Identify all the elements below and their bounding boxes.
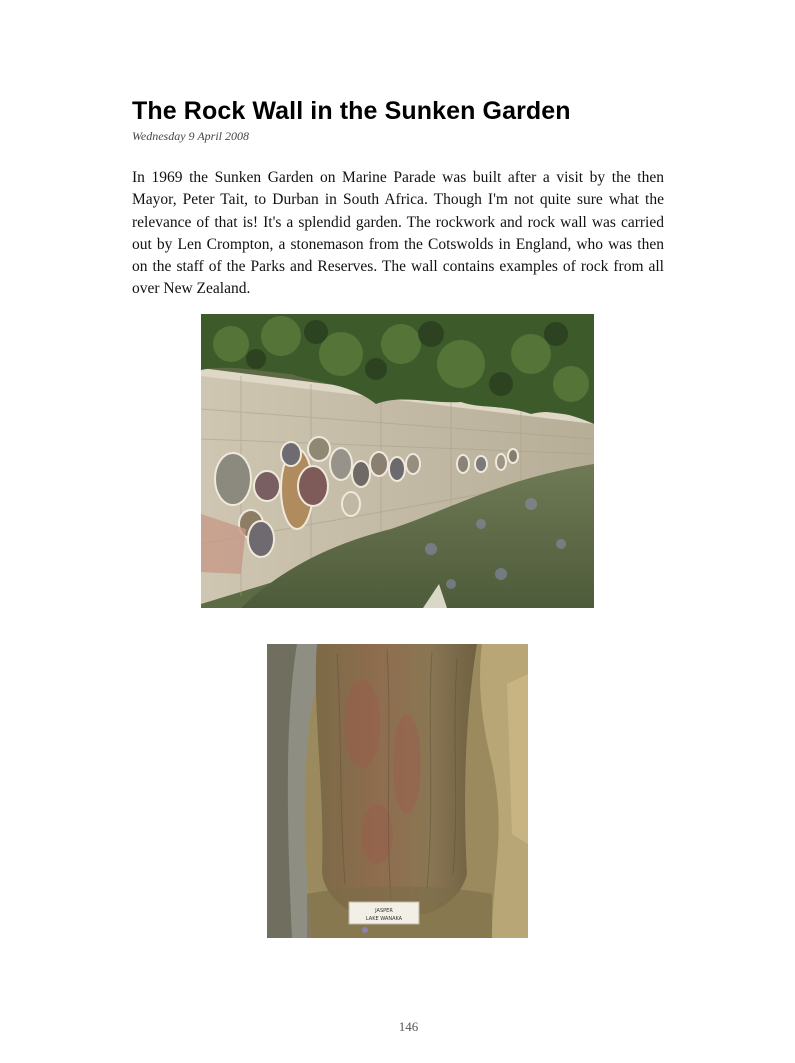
specimen-label-line1: JASPER [375, 908, 393, 914]
garden-rock-wall-photo-icon [201, 314, 594, 608]
body-paragraph: In 1969 the Sunken Garden on Marine Parade was built after a visit by the then Mayor, Peter Tait, to Durban in South Africa. Though I'm not quite sure what the relevance of that is! It's a splendid garden. The rockwork and rock wall was carried out by Len Crompton, a stonemason from the Cotswolds in England, who was then on the staff of the Parks and Reserves. The wall contains examples of rock from all over New Zealand. [132, 169, 664, 298]
rock-specimen-photo [267, 644, 528, 938]
rock-wall-photo [201, 314, 594, 608]
rock-specimen-photo-icon [267, 644, 528, 938]
page-title: The Rock Wall in the Sunken Garden [132, 97, 571, 125]
page-number: 146 [398, 1019, 419, 1034]
post-date: Wednesday 9 April 2008 [132, 129, 249, 143]
specimen-label-line2: LAKE WANAKA [365, 916, 403, 922]
specimen-label [349, 902, 419, 924]
